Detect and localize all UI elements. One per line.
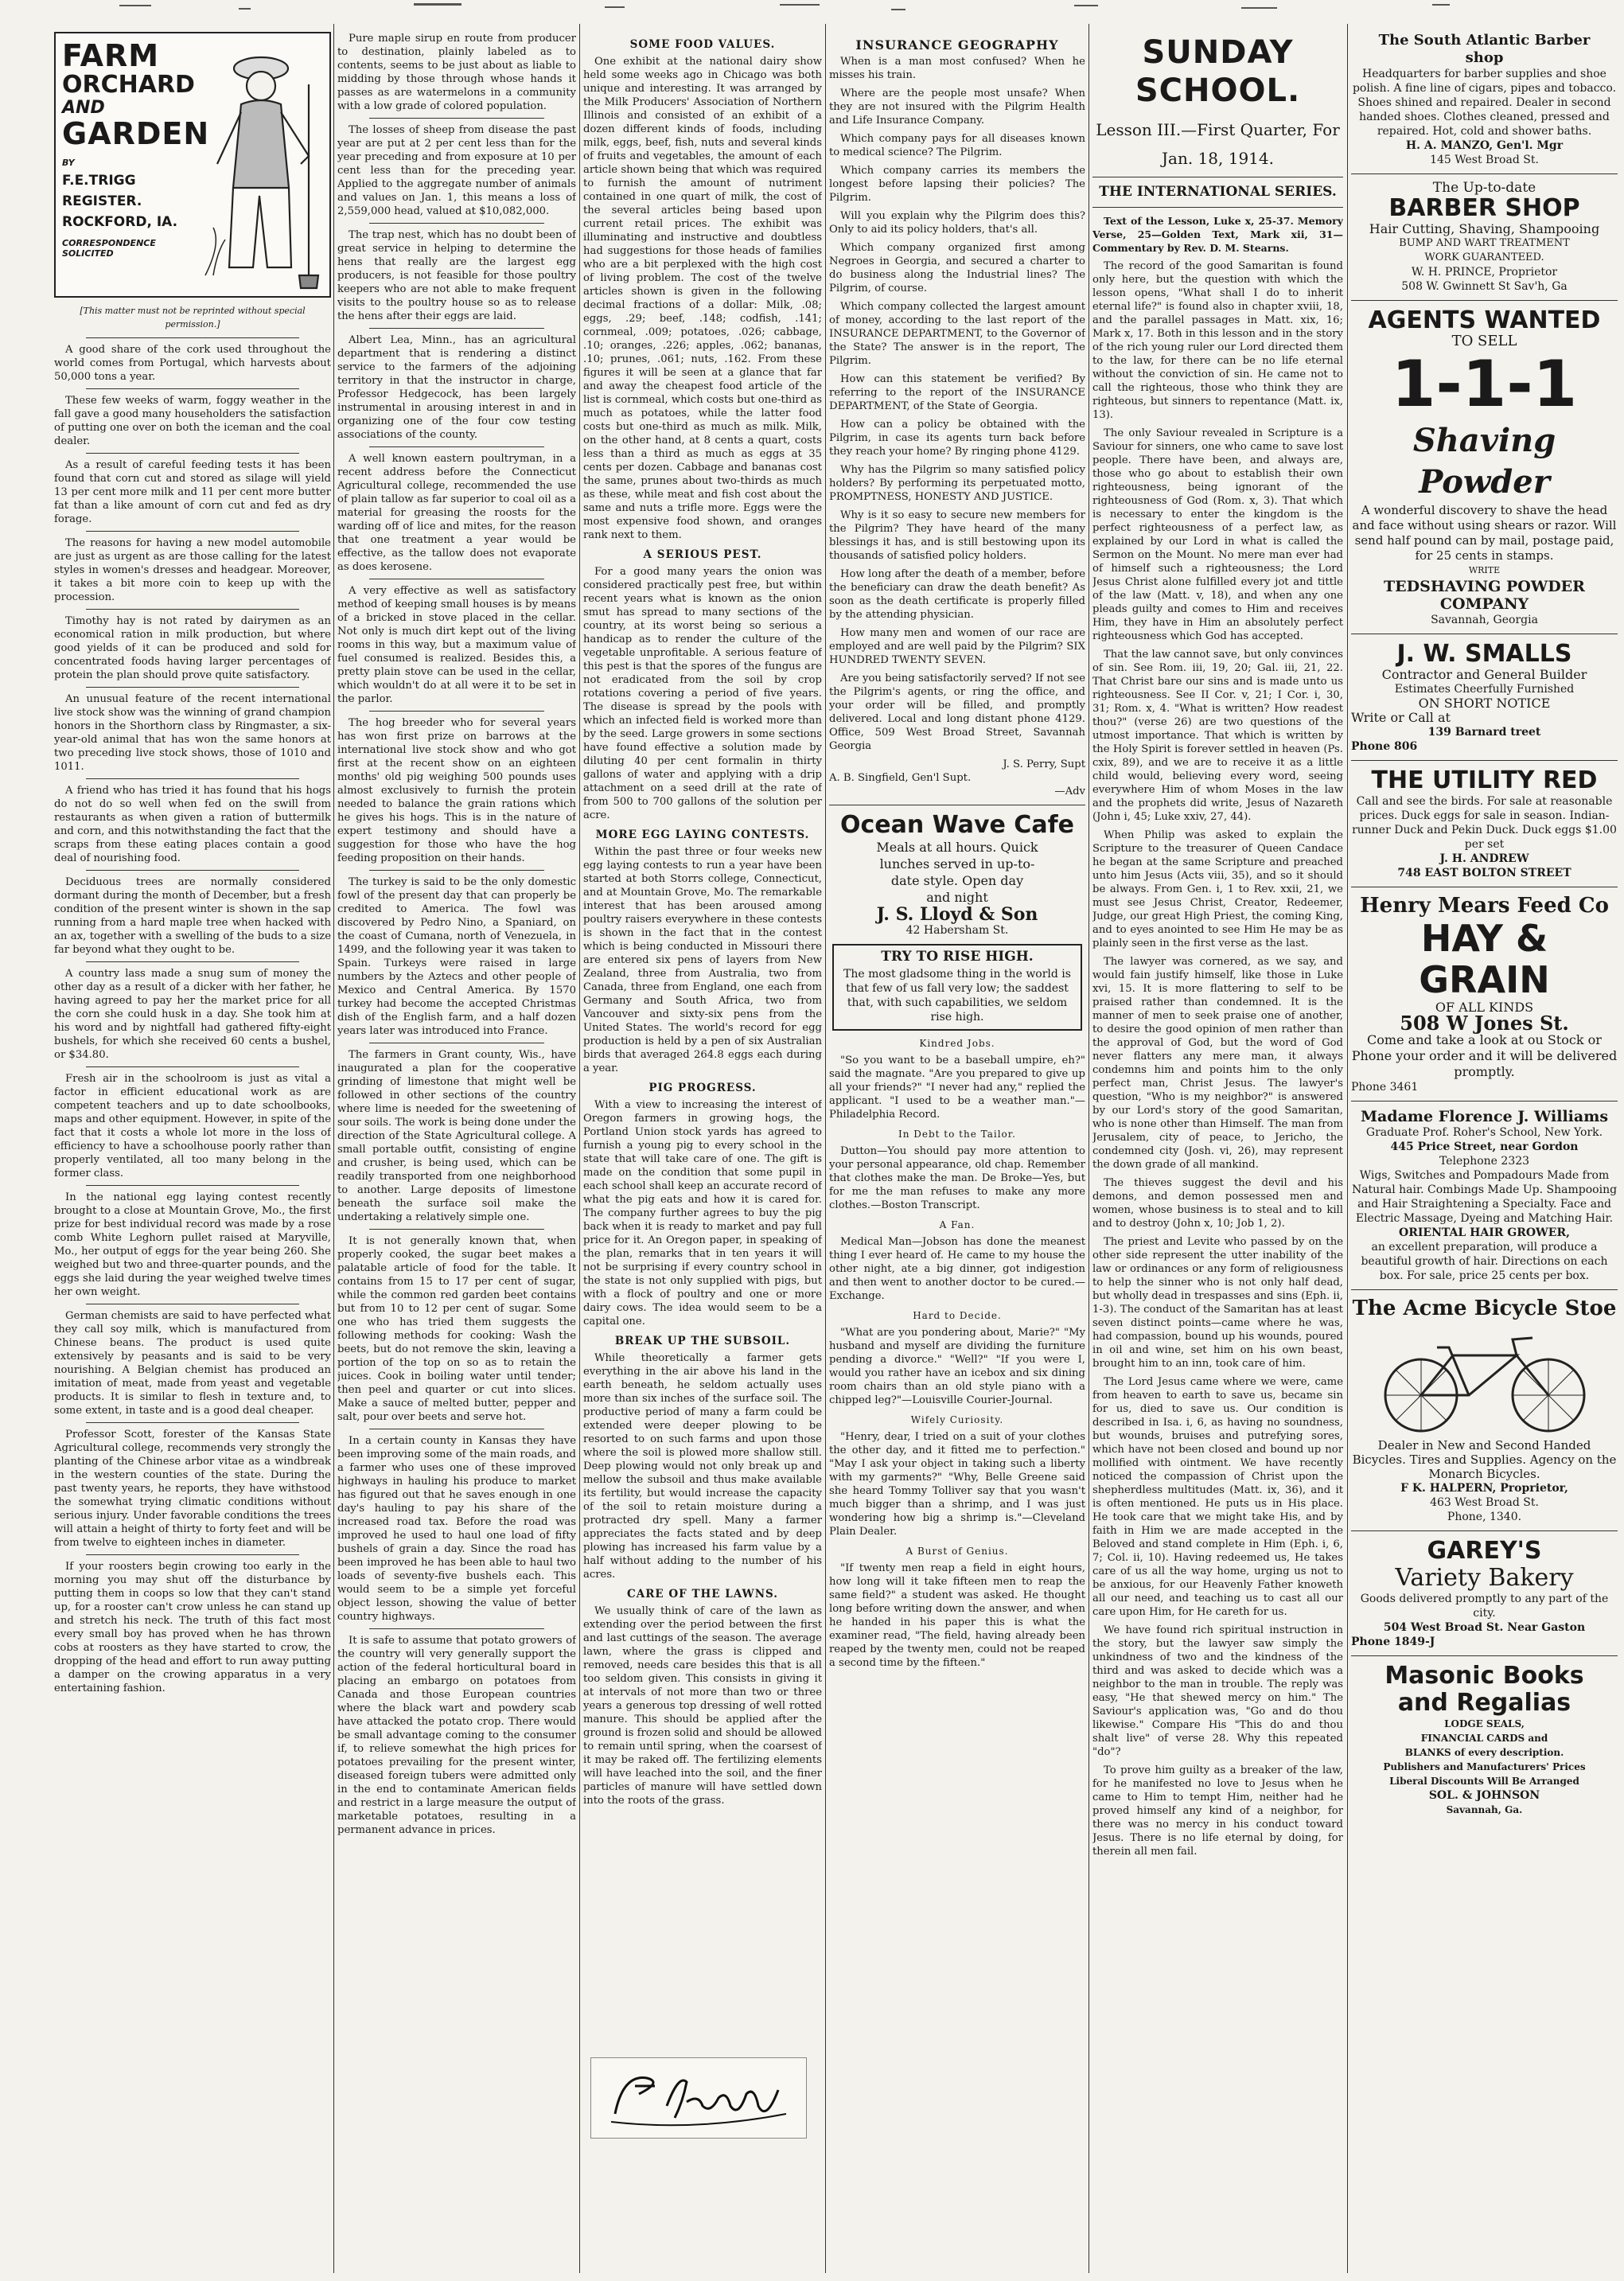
garey-title: GAREY'S [1427, 1537, 1542, 1565]
reprint-note: [This matter must not be reprinted without special permission.] [80, 306, 306, 329]
utility-red-body: Call and see the birds. For sale at reasonable prices. Duck eggs for sale in season. Indian-runner Duck and Pekin Duck. Duck eggs $1.00 per set [1352, 795, 1617, 851]
paragraph: How many men and women of our race are employed and are well paid by the Pilgrim? SIX HUNDRED TWENTY SEVEN. [829, 627, 1085, 666]
masonic-title: Masonic Books [1384, 1662, 1584, 1690]
agents-wanted-title: AGENTS WANTED [1368, 306, 1601, 334]
south-atlantic-barber-address: 145 West Broad St. [1430, 154, 1539, 166]
paragraph: Within the past three or four weeks new egg laying contests to run a year have been started at both Storrs college, Connecticut, and at Mountain Grove, Mo. The remarkable interest that has been aroused among poultry raisers everywhere in these contests is shown in the fact that in the contest which is being conducted in Missouri there are entered six pens of layers from New Zealand, three from Australia, two from Canada, three from England, one each from Germany and South Africa, two from Vancouver and sixty-six pens from the United States. The world's record for egg production is held by a pen of six Australian birds that averaged 264.8 eggs each during a year. [583, 846, 822, 1074]
joke-text: Medical Man—Jobson has done the meanest thing I ever heard of. He came to my house the other night, ate a big dinner, got indigestion and then went to another doctor to be cured.—Exchange. [829, 1236, 1085, 1302]
smalls-phone: Phone 806 [1351, 740, 1418, 753]
florence-line: Graduate Prof. Roher's School, New York. [1365, 1126, 1603, 1139]
column-food-values [583, 32, 822, 2270]
joke-text: Dutton—You should pay more attention to your personal appearance, old chap. Remember that clothes make the man. De Broke—Yes, but for me the man refuses to make any more clothes.—Boston Transcript. [829, 1145, 1085, 1211]
cafe-line: Meals at all hours. Quick [876, 840, 1038, 855]
acme-phone: Phone, 1340. [1447, 1511, 1522, 1523]
paragraph: As a result of careful feeding tests it has been found that corn cut and stored as silage will yield 13 per cent more milk and 11 per cent more butter fat than a like amount of corn cut and fed as dry forage. [54, 459, 331, 525]
paragraph: Why is it so easy to secure new members for the Pilgrim? They have heard of the many blessings it has, and is still bestowing upon its thousands of satisfied policy holders. [829, 509, 1085, 562]
smalls-address: 139 Barnard treet [1427, 726, 1541, 739]
paragraph: Which company collected the largest amount of money, according to the last report of the INSURANCE DEPARTMENT, to the Governor of the State? The answer is in the report, The Pilgrim. [829, 301, 1085, 367]
signature-drawing [591, 2058, 806, 2138]
lesson-date: Jan. 18, 1914. [1162, 149, 1274, 168]
joke-text: "If twenty men reap a field in eight hours, how long will it take fifteen men to reap the same field?" a student was asked. He thought long before writing down the answer, and when he handed in his paper this is what the examiner read, "The field, having already been reaped by the twenty men, could not be reaped a second time by the fifteen." [829, 1562, 1085, 1669]
feed-line: OF ALL KINDS [1435, 1000, 1534, 1015]
cafe-line: lunches served in up-to- [879, 856, 1035, 871]
paragraph: Which company organized first among Negroes in Georgia, and secured a charter to do business along the Industrial lines? The Pilgrim, of course. [829, 242, 1085, 294]
paragraph: With a view to increasing the interest of Oregon farmers in growing hogs, the Portland Union stock yards has agreed to furnish a young pig to every school in the state that will take care of one. The gift is made on the condition that some pupil in each school shall keep an accurate record of what the pig eats and how it is cared for. The company further agrees to buy the pig back when it is ready to market and pay full price for it. An Oregon paper, in speaking of the plan, remarks that in ten years it will not be surprising if every country school in the state is not only supplied with pigs, but with a flock of poultry and one or more dairy cows. The idea would seem to be a capital one. [583, 1099, 822, 1328]
farm-orchard-garden-logo [54, 32, 331, 298]
logo-author: F.E.TRIGG [62, 173, 136, 189]
paragraph: Albert Lea, Minn., has an agricultural department that is rendering a distinct service to the farmers of the adjoining territory in that the instructor in charge, Professor Hedgecock, has been largely instrumental in arousing interest in and in organizing one of the four cow testing associations of the county. [337, 334, 576, 441]
column-advertisements [1351, 32, 1618, 2270]
box-title: TRY TO RISE HIGH. [881, 949, 1034, 965]
box-body: The most gladsome thing in the world is that few of us fall very low; the saddest that, with such capabilities, we seldom rise high. [843, 968, 1071, 1024]
logo-and: AND [62, 98, 105, 118]
paragraph: A friend who has tried it has found that his hogs do not do so well when fed on the swill from restaurants as when given a ration of buttermilk and corn, and this notwithstanding the fact that the scraps from these eating places contain a good deal of nourishing food. [54, 785, 331, 864]
lesson-text-reference: Text of the Lesson, Luke x, 25-37. Memory Verse, 25—Golden Text, Mark xii, 31—Commentary by Rev. D. M. Stearns. [1092, 215, 1343, 254]
logo-register: REGISTER. [62, 193, 142, 209]
feed-phone: Phone 3461 [1351, 1081, 1419, 1094]
masonic-line: FINANCIAL CARDS and [1420, 1733, 1548, 1744]
paragraph: A good share of the cork used throughout the world comes from Portugal, which harvests about 50,000 tons a year. [54, 344, 331, 383]
paragraph: An unusual feature of the recent international live stock show was the winning of grand champion honors in the Shorthorn class by Ringmaster, a six-year-old animal that has won the same honors at two preceding live stock shows, those of 1010 and 1011. [54, 693, 331, 773]
lesson-number: Lesson III.—First Quarter, For [1096, 120, 1340, 139]
florence-address: 445 Price Street, near Gordon [1390, 1140, 1579, 1153]
feed-address: 508 W Jones St. [1400, 1012, 1569, 1035]
joke-text: "So you want to be a baseball umpire, eh?" said the magnate. "Are you prepared to give up all your friends?" "I never had any," replied the applicant. "I used to be a weather man."—Philadelphia Record. [829, 1055, 1085, 1121]
shaving-powder-title: Shaving Powder [1412, 422, 1556, 501]
feed-body: Come and take a look at ou Stock or Phone your order and it will be delivered promptly. [1351, 1032, 1618, 1079]
top-edge-specks [0, 0, 1624, 21]
masonic-line: Publishers and Manufacturers' Prices [1383, 1761, 1586, 1772]
paragraph: If your roosters begin crowing too early in the morning you may shut off the disturbance by putting them in coops so low that they can't stand up, for a rooster can't crow unless he can stand up and stretch his neck. The truth of this fact most every small boy has proved when he has thrown cobs at roosters as they have started to crow, the dropping of the head and effort to run away putting a damper on the crowing apparatus in a very entertaining fashion. [54, 1561, 331, 1694]
joke-text: "What are you pondering about, Marie?" "My husband and myself are dividing the furniture pending a divorce." "Well?" "If you were I, would you rather have an icebox and six dining room chairs than an old style piano with a chipped leg?"—Louisville Courier-Journal. [829, 1327, 1085, 1406]
paragraph: We usually think of care of the lawn as extending over the period between the first and last cuttings of the season. The average lawn, where the grass is clipped and removed, needs care besides this that is all too seldom given. This consists in giving it at intervals of not more than two or three years a generous top dressing of well rotted manure. This should be applied after the ground is frozen solid and should be allowed to remain until spring, when the coarsest of it may be raked off. The fertilizing elements will have leached into the soil, and the finer particles of manure will have settled down into the roots of the grass. [583, 1605, 822, 1807]
masonic-line: BLANKS of every description. [1404, 1747, 1564, 1758]
paragraph: Why has the Pilgrim so many satisfied policy holders? By performing its perpetuated motto, PROMPTNESS, HONESTY AND JUSTICE. [829, 464, 1085, 503]
cafe-line: date style. Open day [890, 873, 1024, 888]
headline-food-values: SOME FOOD VALUES. [629, 38, 776, 51]
joke-heading: A Fan. [939, 1219, 976, 1230]
column-rule [579, 24, 580, 2273]
paragraph: Professor Scott, forester of the Kansas State Agricultural college, recommends very strongly the planting of the Chinese arbor vitae as a windbreak in the western counties of the state. During the past twenty years, he reports, they have withstood the somewhat trying climatic conditions without serious injury. Under favorable conditions the trees will attain a height of thirty to forty feet and will be from twelve to eighteen inches in diameter. [54, 1429, 331, 1549]
try-to-rise-high-box [832, 944, 1082, 1031]
joke-heading: Kindred Jobs. [919, 1038, 995, 1049]
logo-garden: GARDEN [62, 116, 210, 151]
paragraph: How can this statement be verified? By referring to the report of the INSURANCE DEPARTMENT, of the State of Georgia. [829, 373, 1085, 412]
paragraph: To prove him guilty as a breaker of the law, for he manifested no love to Jesus when he came to Him to tempt Him, neither had he proved himself any kind of a neighbor, for there was no mercy in his conduct toward Jesus. There is no life eternal by doing, for therein all men fail. [1092, 1764, 1343, 1858]
paragraph: A very effective as well as satisfactory method of keeping small houses is by means of a bricked in stove placed in the cellar. Not only is much dirt kept out of the living rooms in this way, but a maximum value of fuel consumed is realized. Besides this, a pretty plain stove can be used in the cellar, which wouldn't do at all were it to be set in the parlor. [337, 585, 576, 705]
sunday-school-title: SUNDAY SCHOOL. [1135, 34, 1301, 109]
series-title: THE INTERNATIONAL SERIES. [1099, 184, 1337, 200]
paragraph: It is safe to assume that potato growers of the country will very generally support the action of the federal horticultural board in placing an embargo on potatoes from Canada and those European countries where the black wart and powdery scab have attacked the potato crop. There would be small advantage coming to the consumer if, to relieve somewhat the high prices for potatoes prevailing for the present winter, diseased foreign tubers were admitted only in the end to contaminate American fields and restrict in a large measure the output of marketable potatoes, resulting in a permanent advance in prices. [337, 1635, 576, 1836]
headline-subsoil: BREAK UP THE SUBSOIL. [614, 1335, 791, 1347]
paragraph: How long after the death of a member, before the beneficiary can draw the death benefit? As soon as the death certificate is properly filled by the attending physician. [829, 568, 1085, 621]
paragraph: Are you being satisfactorily served? If not see the Pilgrim's agents, or ring the office, and your order will be filled, and promptly delivered. Local and long distant phone 4129. Office, 509 West Broad Street, Savannah Georgia [829, 673, 1085, 752]
hay-grain-title: HAY & GRAIN [1419, 917, 1550, 1001]
shaving-powder-body: A wonderful discovery to shave the head and face without using shears or razor. Will send half pound can by mail, postage paid, for 25 cents in stamps. [1352, 503, 1617, 563]
agents-wanted-to-sell: TO SELL [1451, 333, 1517, 349]
acme-address: 463 West Broad St. [1430, 1496, 1539, 1509]
column-rule [825, 24, 826, 2273]
paragraph: The losses of sheep from disease the past year are put at 2 per cent less than for the year preceding and from exposure at 10 per cent less than for the preceding year. Applied to the aggregate number of animals and values on Jan. 1, this means a loss of 2,559,000 head, valued at $10,082,000. [337, 124, 576, 217]
column-farm-notes-2 [337, 32, 576, 2270]
column-rule [333, 24, 334, 2273]
bicycle-illustration [1373, 1324, 1596, 1435]
paragraph: The priest and Levite who passed by on the other side represent the utter inability of the law or ordinances or any form of religiousness to help the sinner who is not only half dead, but wholly dead in trespasses and sins (Eph. ii, 1-3). The conduct of the Samaritan has at least seven distinct points—came where he was, had compassion, bound up his wounds, poured in oil and wine, set him on his own beast, brought him to an inn, took care of him. [1092, 1236, 1343, 1370]
column-rule [1347, 24, 1348, 2273]
headline-egg-contests: MORE EGG LAYING CONTESTS. [595, 829, 810, 841]
florence-body: Wigs, Switches and Pompadours Made from Natural hair. Combings Made Up. Shampooing and Hair Straightening a Specialty. Face and Electric Massage, Dyeing and Matching Hair. [1351, 1169, 1618, 1225]
utility-red-owner: J. H. ANDREW [1439, 852, 1529, 865]
south-atlantic-barber-subtitle: shop [1465, 49, 1504, 66]
barber-shop-line: BUMP AND WART TREATMENT [1399, 237, 1570, 249]
paragraph: In the national egg laying contest recently brought to a close at Mountain Grove, Mo., the first prize for best individual record was made by a rose comb White Leghorn pullet raised at Maryville, Mo., her output of eggs for the year being 260. She weighed but two and three-quarter pounds, and the eggs she laid during the year weighed twelve times her own weight. [54, 1191, 331, 1298]
masonic-subtitle: and Regalias [1397, 1689, 1571, 1717]
paragraph: Fresh air in the schoolroom is just as vital a factor in efficient educational work as are competent teachers and up to date schoolbooks, maps and other equipment. However, in spite of the fact that it costs a whole lot more in the loss of efficiency to have a schoolhouse poorly rather than properly ventilated, all too many belong in the former class. [54, 1073, 331, 1179]
smalls-title: J. W. SMALLS [1396, 640, 1572, 668]
shaving-powder-write: WRITE [1468, 565, 1501, 575]
south-atlantic-barber-owner: H. A. MANZO, Gen'l. Mgr [1405, 139, 1564, 152]
headline-pig-progress: PIG PROGRESS. [648, 1082, 757, 1094]
barber-shop-title: BARBER SHOP [1388, 194, 1580, 222]
garey-address: 504 West Broad St. Near Gaston [1383, 1621, 1586, 1634]
paragraph: How can a policy be obtained with the Pilgrim, in case its agents turn back before they reach your home? By ringing phone 4129. [829, 419, 1085, 458]
paragraph: When Philip was asked to explain the Scripture to the treasurer of Queen Candace he began at the same Scripture and preached unto him Jesus (Acts viii, 35), and so it should be always. From Gen. i, 1 to Rev. xxii, 21, we must see Jesus Christ, Creator, Redeemer, Judge, our great High Priest, the coming King, and to eyes anointed to see Him He may be as plainly seen in the first verse as the last. [1092, 829, 1343, 949]
joke-heading: Wifely Curiosity. [910, 1414, 1004, 1425]
acme-bicycle-title: The Acme Bicycle Stoe [1352, 1296, 1617, 1320]
smalls-line: Contractor and General Builder [1381, 667, 1587, 682]
paragraph: A well known eastern poultryman, in a recent address before the Connecticut Agricultural college, recommended the use of plain tallow as far superior to coal oil as a material for greasing the roosts for the warding off of lice and mites, for the reason that one treatment a year would be effective, as the tallow does not evaporate as does kerosene. [337, 453, 576, 573]
paragraph: The turkey is said to be the only domestic fowl of the present day that can properly be credited to America. The fowl was discovered by Pedro Nino, a Spaniard, on the coast of Cumana, north of Venezuela, in 1499, and the following year it was taken to Spain. Turkeys were raised in large numbers by the Aztecs and other people of Mexico and Central America. By 1570 turkey had become the accepted Christmas dish of the English farm, and a half dozen years later was introduced into France. [337, 876, 576, 1037]
column-farm-notes [54, 32, 331, 2270]
cafe-line: and night [926, 890, 988, 905]
masonic-city: Savannah, Ga. [1446, 1804, 1523, 1815]
florence-body-2: an excellent preparation, will produce a beautiful growth of hair. Directions on each box. For sale, price 25 cents per box. [1361, 1241, 1608, 1282]
logo-by: BY [62, 158, 75, 168]
masonic-owner: SOL. & JOHNSON [1428, 1789, 1540, 1802]
logo-farm: FARM [62, 38, 160, 73]
adv-label: —Adv [1054, 786, 1085, 797]
logo-correspondence: CORRESPONDENCE SOLICITED [62, 238, 156, 259]
headline-lawns: CARE OF THE LAWNS. [626, 1588, 779, 1601]
masonic-line: Liberal Discounts Will Be Arranged [1389, 1776, 1579, 1787]
paragraph: These few weeks of warm, foggy weather in the fall gave a good many householders the satisfaction of putting one over on both the iceman and the coal dealer. [54, 395, 331, 447]
barber-shop-kicker: The Up-to-date [1432, 180, 1536, 196]
paragraph: In a certain county in Kansas they have been improving some of the main roads, and a farmer who uses one of these improved highways in hauling his produce to market has figured out that he saves enough in one day's hauling to pay his share of the increased road tax. Before the road was improved he used to haul one load of fifty bushels of grain a day. Since the road has been improved he has been able to haul two loads of seventy-five bushels each. This would seem to be a simple yet forceful object lesson, showing the value of better country highways. [337, 1435, 576, 1623]
shaving-powder-company: TEDSHAVING POWDER COMPANY [1384, 578, 1585, 613]
paragraph: The lawyer was cornered, as we say, and would fain justify himself, like those in Luke xvi, 15. It is more flattering to self to be praised rather than condemned. It is the manner of men to seek praise one of another, to desire the good opinion of men rather than the approval of God, but the word of God never flatters any mere man, it always condemns him and points him to the only perfect man, Christ Jesus. The lawyer's question, "Who is my neighbor?" is answered by our Lord's story of the good Samaritan, who is none other than Himself. The man from Jerusalem, city of peace, to Jericho, the condemned city (Josh. vi, 26), may represent the down grade of all mankind. [1092, 956, 1343, 1171]
paragraph: The Lord Jesus came where we were, came from heaven to earth to save us, became sin for us, died to save us. Our condition is described in Isa. i, 6, as having no soundness, but wounds, bruises and putrefying sores, which have not been closed and bound up nor mollified with ointment. We have recently noticed the compassion of Christ upon the shepherdless multitudes (Matt. ix, 36), and it is often mentioned. He puts us in His place. He took care that we might take His, and by faith in Him we are made accepted in the Beloved and stand complete in Him (Eph. i, 6, 7; Col. ii, 10). Having redeemed us, He takes care of us all the way home, urging us not to be anxious, for our Heavenly Father knoweth all our need, and teaching us to cast all our care upon Him, for He careth for us. [1092, 1376, 1343, 1618]
paragraph: The hog breeder who for several years has won first prize on barrows at the international live stock show and who got first at the recent show on an eighteen months' old pig weighing 500 pounds uses almost exclusively to furnish the protein needed to balance the grain rations which he gives his hogs. This is in the nature of expert testimony and should have a suggestion for those who have the hog feeding proposition on their hands. [337, 717, 576, 864]
paragraph: When is a man most confused? When he misses his train. [829, 56, 1085, 81]
joke-heading: A Burst of Genius. [905, 1546, 1009, 1557]
utility-red-address: 748 EAST BOLTON STREET [1397, 867, 1571, 879]
barber-shop-line: WORK GUARANTEED. [1424, 251, 1544, 263]
paragraph: We have found rich spiritual instruction in the story, but the lawyer saw simply the unkindness of two and the kindness of the third and was asked to decide which was a neighbor to the man in trouble. The reply was easy, "He that shewed mercy on him." The Saviour's application was, "Go and do thou likewise." Compare His "This do and thou shalt live" of verse 28. Why this repeated "do"? [1092, 1624, 1343, 1758]
column-sunday-school [1092, 32, 1343, 2270]
barber-shop-address: 508 W. Gwinnett St Sav'h, Ga [1401, 280, 1568, 293]
paragraph: Which company pays for all diseases known to medical science? The Pilgrim. [829, 133, 1085, 158]
paragraph: One exhibit at the national dairy show held some weeks ago in Chicago was both unique and interesting. It was arranged by the Milk Producers' Association of Northern Illinois and consisted of an exhibit of a dozen different kinds of foods, including milk, eggs, beef, fish, nuts and several kinds of fruits and vegetables, the amount of each article shown being that which was required to furnish the amount of nutriment contained in one quart of milk, the cost of the several articles being based upon current retail prices. The exhibit was illuminating and instructive and doubtless had suggestions for those heads of families who are a bit perplexed with the high cost of living problem. The cost of the twelve articles shown is given in the following decimal fractions of a dollar: Milk, .08; eggs, .29; beef, .148; codfish, .141; cornmeal, .009; potatoes, .026; cabbage, .10; oranges, .226; apples, .062; bananas, .10; prunes, .061; nuts, .162. From these figures it will be seen at a glance that far and away the cheapest food article of the list is cornmeal, which costs but one-third as much as potatoes, while the latter food costs but one-third as much as milk. Milk, on the other hand, at 8 cents a quart, costs less than a third as much as eggs at 35 cents per dozen. Cabbage and bananas cost the same, prunes about two-thirds as much as these, while meat and fish cost about the same and nuts a trifle more. Eggs were the most expensive food shown, and oranges rank next to them. [583, 56, 822, 541]
south-atlantic-barber-title: The South Atlantic Barber [1378, 32, 1591, 49]
paragraph: The thieves suggest the devil and his demons, and demon possessed men and women, whose business is to steal and to kill and to destroy (John x, 10; Job 1, 2). [1092, 1177, 1343, 1230]
paragraph: The trap nest, which has no doubt been of great service in helping to determine the hens that really are the largest egg producers, is not feasible for those poultry keepers who are not able to make frequent visits to the poultry house so as to release the hens after their eggs are laid. [337, 229, 576, 322]
signature-perry: J. S. Perry, Supt [1003, 758, 1085, 770]
paragraph: Where are the people most unsafe? When they are not insured with the Pilgrim Health and Life Insurance Company. [829, 88, 1085, 127]
acme-body: Dealer in New and Second Handed Bicycles. Tires and Supplies. Agency on the Monarch Bicycles. [1352, 1438, 1617, 1481]
headline-insurance-geography: INSURANCE GEOGRAPHY [855, 37, 1059, 53]
paragraph: That the law cannot save, but only convinces of sin. See Rom. iii, 19, 20; Gal. iii, 21, 22. That Christ bare our sins and is made unto us righteousness. See II Cor. v, 21; I Cor. i, 30, 31; Rom. x, 4. "What is written? How readest thou?" (verse 26) are two questions of the utmost importance. That which is written by the Holy Spirit is forever settled in heaven (Ps. cxix, 89), and we are to receive it as a little child would, believing every word, seeing everywhere Him of whom Moses in the law and the prophets did write, Jesus of Nazareth (John i, 45; Luke xxiv, 27, 44). [1092, 649, 1343, 823]
shaving-powder-city: Savannah, Georgia [1431, 614, 1538, 626]
paragraph: Deciduous trees are normally considered dormant during the month of December, but a fresh condition of the present winter is shown in the sap running from a hard maple tree when hacked with an ax, together with a swelling of the buds to a size far beyond what they ought to be. [54, 876, 331, 956]
south-atlantic-barber-body: Headquarters for barber supplies and shoe polish. A fine line of cigars, pipes and tobacco. Shoes shined and repaired. Dealer in second handed shoes. Clothes cleaned, pressed and repaired. Hot, cold and shower baths. [1352, 68, 1617, 138]
agents-wanted-brand: 1-1-1 [1391, 347, 1578, 421]
paragraph: For a good many years the onion was considered practically pest free, but within recent years what is known as the onion smut has spread to many sections of the country, at its worst being so serious a handicap as to render the culture of the vegetable unprofitable. A serious feature of this pest is that the spores of the fungus are not eradicated from the soil by crop rotations covering a period of five years. The disease is spread by the pools with which an infected field is worked more than by the seed. Large growers in some sections have found effective a solution made by diluting 40 per cent formalin in thirty gallons of water and applying with a drip attachment on a seed drill at the rate of from 500 to 700 gallons of the solution per acre. [583, 566, 822, 821]
garey-body: Goods delivered promptly to any part of the city. [1360, 1593, 1609, 1620]
column-insurance [829, 32, 1085, 2270]
florence-phone: Telephone 2323 [1439, 1155, 1530, 1168]
florence-williams-title: Madame Florence J. Williams [1360, 1108, 1609, 1125]
paragraph: Pure maple sirup en route from producer to destination, plainly labeled as to contents, seems to be just about as liable to midding by those through whose hands it passes as are watermelons in a community with a low grade of colored population. [337, 33, 576, 112]
barber-shop-owner: W. H. PRINCE, Proprietor [1411, 266, 1558, 279]
joke-text: "Henry, dear, I tried on a suit of your clothes the other day, and it fitted me to perfection." "May I ask your object in taking such a liberty with my garments?" "Why, Belle Greene said she heard Tommy Tolliver say that you wasn't much bigger than a shrimp, and I was just wondering how big a shrimp is."—Cleveland Plain Dealer. [829, 1431, 1085, 1538]
garey-subtitle: Variety Bakery [1395, 1564, 1574, 1592]
paragraph: A country lass made a snug sum of money the other day as a result of a dicker with her father, he having agreed to pay her the market price for all the corn she could husk in a day. She took him at his word and by nightfall had gathered fifty-eight bushels, for which she received 60 cents a bushel, or $34.80. [54, 968, 331, 1061]
acme-owner: F K. HALPERN, Proprietor, [1400, 1482, 1568, 1495]
farmer-illustration [197, 37, 325, 291]
utility-red-title: THE UTILITY RED [1371, 766, 1598, 794]
joke-heading: In Debt to the Tailor. [898, 1129, 1016, 1140]
paragraph: The reasons for having a new model automobile are just as urgent as are those calling for the latest styles in women's dresses and headgear. Moreover, it takes a bit more coin to keep up with the procession. [54, 537, 331, 603]
cafe-address: 42 Habersham St. [905, 924, 1009, 937]
joke-heading: Hard to Decide. [913, 1310, 1002, 1321]
logo-city: ROCKFORD, IA. [62, 214, 178, 230]
smalls-line: Estimates Cheerfully Furnished [1394, 683, 1575, 696]
paragraph: German chemists are said to have perfected what they call soy milk, which is manufactured from Chinese beans. The product is used quite extensively by peasants and is said to be very nourishing. A Belgian chemist has produced an imitation of meat, made from yeast and vegetable products. It is similar to flesh in texture and, to some extent, in taste and is a good deal cheaper. [54, 1310, 331, 1417]
paragraph: Which company carries its members the longest before lapsing their policies? The Pilgrim. [829, 165, 1085, 204]
paragraph: Will you explain why the Pilgrim does this? Only to aid its policy holders, that's all. [829, 210, 1085, 236]
paragraph: The farmers in Grant county, Wis., have inaugurated a plan for the cooperative grinding of limestone that might well be followed in other sections of the country where lime is needed for the sweetening of sour soils. The work is being done under the direction of the State Agricultural college. A small portable outfit, consisting of engine and crusher, is being used, which can be readily transported from one neighborhood to another. Large deposits of limestone beneath the surface soil make the undertaking a relatively simple one. [337, 1049, 576, 1223]
paragraph: The record of the good Samaritan is found only here, but the question with which the lesson opens, "What shall I do to inherit eternal life?" is found also in chapter xviii, 18, and the parallel passages in Matt. xix, 16; Mark x, 17. Both in this lesson and in the story of the rich young ruler our Lord directed them to the law, for there can be no life eternal without the conviction of sin. He came not to call the righteous, those who think they are righteous, but sinners to repentance (Matt. ix, 13). [1092, 260, 1343, 421]
headline-serious-pest: A SERIOUS PEST. [643, 548, 762, 561]
signature-singfield: A. B. Singfield, Gen'l Supt. [829, 772, 972, 784]
paragraph: It is not generally known that, when properly cooked, the sugar beet makes a palatable article of food for the table. It contains from 15 to 17 per cent of sugar, while the common red garden beet contains but from 10 to 12 per cent of sugar. Some one who has tried them suggests the following methods for cooking: Wash the beets, but do not remove the skin, leaving a portion of the top on so as to retain the juices. Cook in boiling water until tender; then peel and quarter or cut into slices. Make a sauce of melted butter, pepper and salt, pour over beets and serve hot. [337, 1235, 576, 1423]
cafe-owner: J. S. Lloyd & Son [876, 904, 1038, 925]
paragraph: The only Saviour revealed in Scripture is a Saviour for sinners, one who came to save lost people. There have been, and always are, those who go about to establish their own righteousness, being ignorant of the righteousness of God (Rom. x, 3). That which is necessary to enter the kingdom is the perfect righteousness of a perfect law, as explained by our Lord in what is called the Sermon on the Mount. No mere man ever had of himself such a righteousness; the Lord Jesus Christ alone fulfilled every jot and tittle of the law (Matt. v, 18), and when any one pleads guilty and comes to Him and receives Him, they have in Him an absolutely perfect righteousness which God has accepted. [1092, 427, 1343, 642]
paragraph: While theoretically a farmer gets everything in the air above his land in the earth beneath, he seldom actually uses more than six inches of the surface soil. The productive period of many a farm could be extended were deeper plowing to be resorted to on such farms and upon those where the soil is plowed more shallow still. Deep plowing would not only break up and mellow the subsoil and thus make available its fertility, but would increase the capacity of the soil to retain moisture during a protracted dry spell. Many a farmer appreciates the facts stated and by deep plowing has increased his farm value by a half without adding to the number of his acres. [583, 1352, 822, 1581]
logo-orchard: ORCHARD [62, 71, 195, 99]
mears-feed-title: Henry Mears Feed Co [1360, 894, 1609, 918]
masonic-line: LODGE SEALS, [1444, 1718, 1525, 1729]
ocean-wave-cafe-title: Ocean Wave Cafe [840, 811, 1074, 839]
florence-grower: ORIENTAL HAIR GROWER, [1399, 1226, 1570, 1239]
smalls-line: Write or Call at [1351, 710, 1451, 725]
trigg-signature [590, 2057, 807, 2139]
garey-phone: Phone 1849-J [1351, 1636, 1435, 1648]
paragraph: Timothy hay is not rated by dairymen as an economical ration in milk production, but where good yields of it can be produced and sold for concentrated foods having larger percentages of protein the plan should prove quite satisfactory. [54, 615, 331, 681]
barber-shop-line: Hair Cutting, Shaving, Shampooing [1369, 221, 1600, 236]
smalls-line: ON SHORT NOTICE [1418, 696, 1551, 711]
